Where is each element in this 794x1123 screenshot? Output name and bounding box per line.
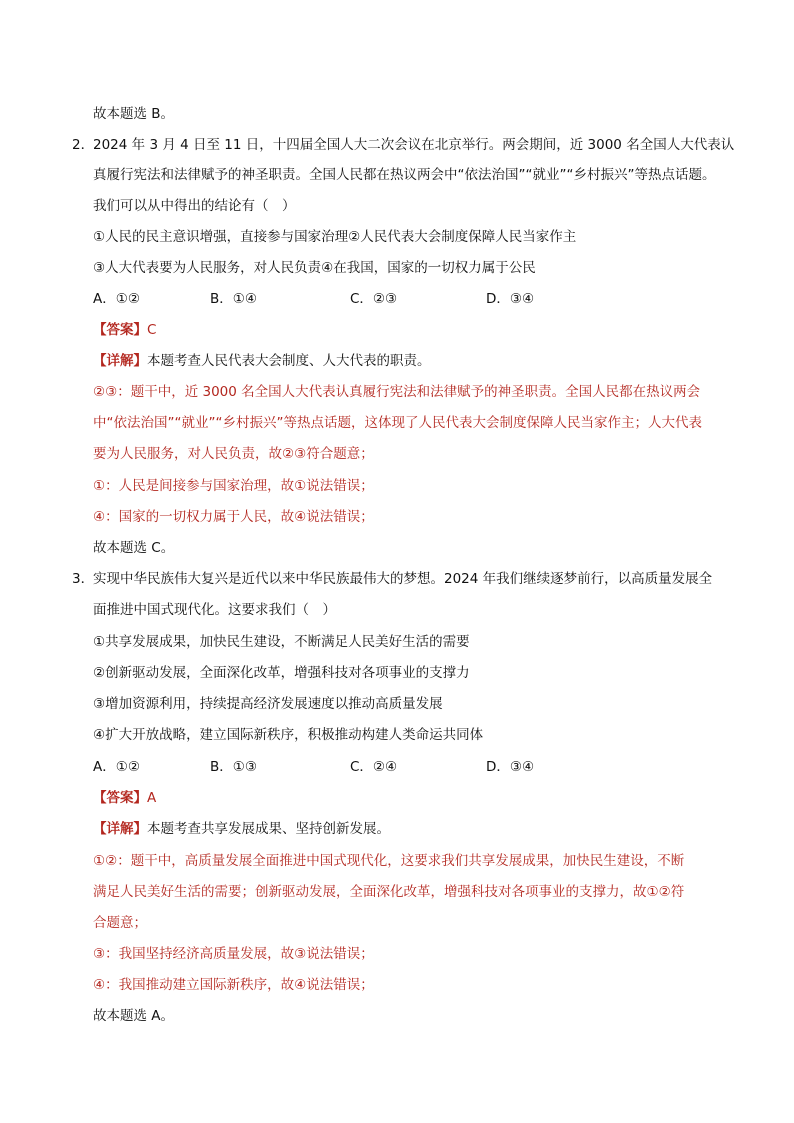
q2-analysis-line: ①：人民是间接参与国家治理，故①说法错误； <box>93 478 374 494</box>
detail-label: 【详解】 <box>93 353 147 369</box>
q2-analysis-line: ②③：题干中，近 3000 名全国人大代表认真履行宪法和法律赋予的神圣职责。全国人民都在热议两会 <box>93 384 701 400</box>
q3-number: 3． <box>72 571 95 587</box>
q2-number: 2． <box>72 137 95 153</box>
answer-label: 【答案】 <box>93 322 147 338</box>
detail-label: 【详解】 <box>93 821 147 837</box>
prev-conclusion: 故本题选 B。 <box>93 106 175 122</box>
q3-option-a: A．①② <box>93 759 140 775</box>
q2-stem-line: 真履行宪法和法律赋予的神圣职责。全国人民都在热议两会中“依法治国”“就业”“乡村振兴”等热点话题。 <box>93 167 716 183</box>
q2-option-b: B．①④ <box>210 291 257 307</box>
q2-analysis-line: 要为人民服务，对人民负责，故②③符合题意； <box>93 446 374 462</box>
q3-detail <box>93 820 390 838</box>
q2-option-c: C．②③ <box>350 291 398 307</box>
q2-conclusion: 故本题选 C。 <box>93 540 175 556</box>
q3-conclusion: 故本题选 A。 <box>93 1008 175 1024</box>
q3-option-c: C．②④ <box>350 759 398 775</box>
q3-analysis-line: ④：我国推动建立国际新秩序，故④说法错误； <box>93 977 374 993</box>
q2-answer <box>93 321 156 339</box>
q2-detail <box>93 352 431 370</box>
q2-stem-line: 2024 年 3 月 4 日至 11 日，十四届全国人大二次会议在北京举行。两会期间，近 3000 名全国人大代表认 <box>93 137 735 153</box>
q3-analysis-line: 合题意； <box>93 915 147 931</box>
q3-stem-line: 面推进中国式现代化。这要求我们（ ） <box>93 602 336 618</box>
q3-analysis-line: ③：我国坚持经济高质量发展，故③说法错误； <box>93 946 374 962</box>
q3-option-d: D．③④ <box>486 759 535 775</box>
answer-value: C <box>147 322 157 338</box>
q3-option-b: B．①③ <box>210 759 257 775</box>
q2-option-a: A．①② <box>93 291 140 307</box>
q3-answer <box>93 789 156 807</box>
q3-stem-line: 实现中华民族伟大复兴是近代以来中华民族最伟大的梦想。2024 年我们继续逐梦前行，以高质量发展全 <box>93 571 713 587</box>
q3-statement: ②创新驱动发展，全面深化改革，增强科技对各项事业的支撑力 <box>93 665 470 681</box>
q2-analysis-line: ④：国家的一切权力属于人民，故④说法错误； <box>93 509 374 525</box>
q2-statement: ③人大代表要为人民服务，对人民负责④在我国，国家的一切权力属于公民 <box>93 260 536 276</box>
q2-option-d: D．③④ <box>486 291 535 307</box>
q3-analysis-line: 满足人民美好生活的需要；创新驱动发展，全面深化改革，增强科技对各项事业的支撑力，故①②符 <box>93 884 685 900</box>
detail-text: 本题考查共享发展成果、坚持创新发展。 <box>147 821 390 837</box>
q3-statement: ④扩大开放战略，建立国际新秩序，积极推动构建人类命运共同体 <box>93 727 484 743</box>
q3-statement: ③增加资源利用，持续提高经济发展速度以推动高质量发展 <box>93 696 443 712</box>
detail-text: 本题考查人民代表大会制度、人大代表的职责。 <box>147 353 431 369</box>
answer-label: 【答案】 <box>93 790 147 806</box>
answer-value: A <box>147 790 157 806</box>
q3-analysis-line: ①②：题干中，高质量发展全面推进中国式现代化，这要求我们共享发展成果，加快民生建设，不断 <box>93 853 685 869</box>
q2-analysis-line: 中“依法治国”“就业”“乡村振兴”等热点话题，这体现了人民代表大会制度保障人民当家作主；人大代表 <box>93 415 702 431</box>
q2-statement: ①人民的民主意识增强，直接参与国家治理②人民代表大会制度保障人民当家作主 <box>93 229 577 245</box>
q3-statement: ①共享发展成果，加快民生建设，不断满足人民美好生活的需要 <box>93 634 470 650</box>
q2-stem-line: 我们可以从中得出的结论有（ ） <box>93 198 296 214</box>
